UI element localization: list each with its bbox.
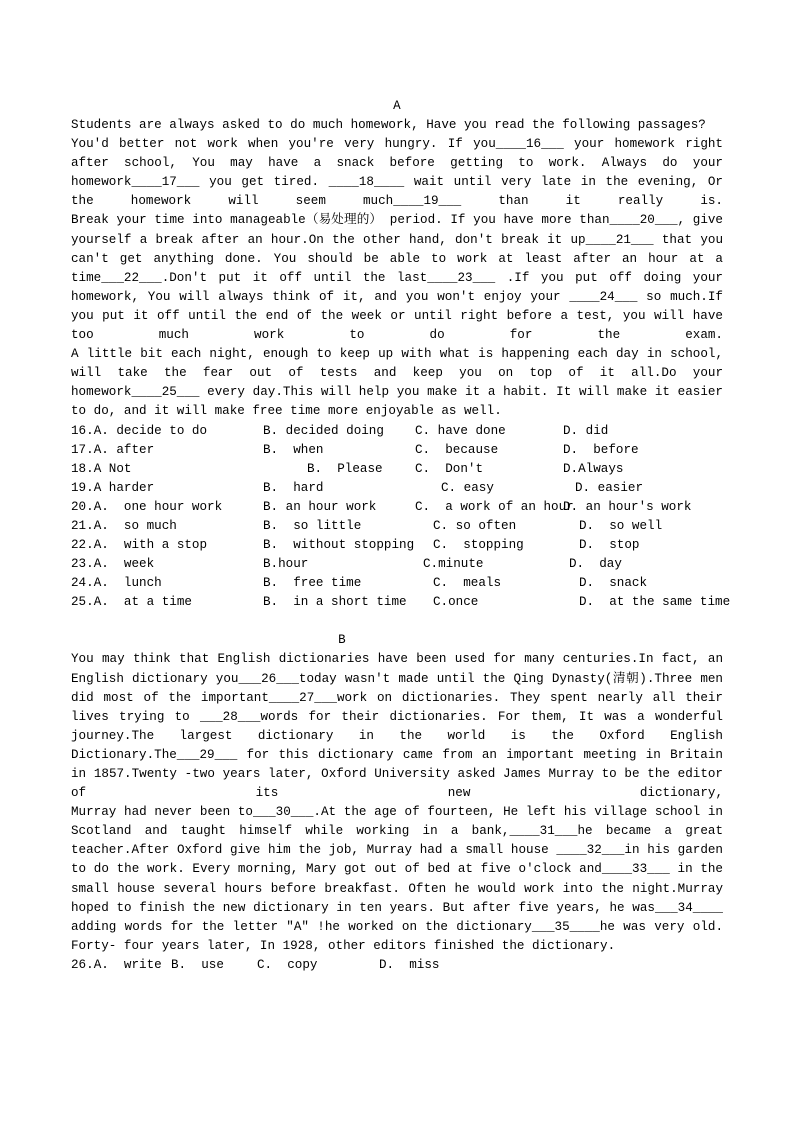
- question-26-number-and-option-a[interactable]: [71, 956, 171, 975]
- question-16-number-and-option-a[interactable]: [71, 422, 263, 441]
- question-23-option-d[interactable]: D. day: [569, 557, 622, 572]
- question-17-number-and-option-a[interactable]: [71, 441, 263, 460]
- question-22-option-c[interactable]: C. stopping: [433, 538, 524, 553]
- question-21-number-and-option-a[interactable]: [71, 517, 263, 536]
- question-20-number-and-option-a[interactable]: [71, 498, 263, 517]
- question-26-option-c[interactable]: C. copy: [257, 957, 318, 972]
- section-b-paragraphs: [71, 650, 723, 956]
- question-17-option-a[interactable]: A. after: [93, 442, 155, 457]
- question-24-option-c[interactable]: C. meals: [433, 576, 502, 591]
- question-25-number: 25.: [71, 595, 94, 610]
- question-18-option-b[interactable]: B. Please: [307, 461, 383, 476]
- question-row-18: [71, 460, 723, 479]
- question-19-option-b[interactable]: B. hard: [263, 480, 324, 495]
- question-23-option-c[interactable]: C.minute: [423, 557, 484, 572]
- question-21-option-d[interactable]: D. so well: [579, 518, 663, 533]
- question-25-option-a[interactable]: A. at a time: [93, 595, 192, 610]
- question-24-number-and-option-a[interactable]: [71, 574, 263, 593]
- question-23-option-a[interactable]: A. week: [93, 557, 155, 572]
- document-content: [71, 97, 731, 975]
- paragraph-b-3: Forty- four years later, In 1928, other editors finished the dictionary.: [71, 938, 616, 953]
- question-20-option-c[interactable]: C. a work of an hour: [415, 499, 574, 514]
- question-18-option-a[interactable]: A Not: [93, 461, 132, 476]
- question-row-25: [71, 593, 731, 612]
- question-19-option-a[interactable]: A harder: [93, 480, 155, 495]
- question-row-22: [71, 536, 723, 555]
- question-21-option-a[interactable]: A. so much: [93, 518, 177, 533]
- question-20-option-a[interactable]: A. one hour work: [93, 499, 223, 514]
- question-21-option-b[interactable]: B. so little: [263, 518, 362, 533]
- question-16-number: 16.: [71, 423, 94, 438]
- question-row-19: [71, 479, 723, 498]
- question-20-number: 20.: [71, 499, 94, 514]
- question-16-option-d[interactable]: D. did: [563, 423, 609, 438]
- question-21-number: 21.: [71, 518, 94, 533]
- question-16-option-c[interactable]: C. have done: [415, 423, 506, 438]
- question-row-21: [71, 517, 723, 536]
- question-26-number: 26.: [71, 957, 94, 972]
- question-22-option-b[interactable]: B. without stopping: [263, 538, 415, 553]
- question-row-26: [71, 956, 723, 975]
- question-22-number: 22.: [71, 538, 94, 553]
- question-19-option-c[interactable]: C. easy: [441, 480, 494, 495]
- question-20-option-b[interactable]: B. an hour work: [263, 499, 377, 514]
- question-17-option-c[interactable]: C. because: [415, 442, 499, 457]
- question-25-number-and-option-a[interactable]: [71, 593, 263, 612]
- question-17-option-d[interactable]: D. before: [563, 442, 639, 457]
- question-26-option-d[interactable]: D. miss: [379, 957, 440, 972]
- question-25-option-c[interactable]: C.once: [433, 595, 479, 610]
- question-19-option-d[interactable]: D. easier: [575, 480, 644, 495]
- question-16-option-a[interactable]: A. decide to do: [93, 423, 208, 438]
- question-17-option-b[interactable]: B. when: [263, 442, 324, 457]
- question-18-option-d[interactable]: D.Always: [563, 461, 624, 476]
- question-18-number: 18.: [71, 461, 94, 476]
- question-row-20: [71, 498, 723, 517]
- section-a-question-list: [71, 422, 731, 613]
- question-24-option-a[interactable]: A. lunch: [93, 576, 162, 591]
- question-25-option-d[interactable]: D. at the same time: [579, 595, 731, 610]
- section-a-paragraphs: [71, 116, 723, 422]
- question-19-number: 19.: [71, 480, 94, 495]
- question-22-option-d[interactable]: D. stop: [579, 538, 640, 553]
- question-24-option-d[interactable]: D. snack: [579, 576, 648, 591]
- question-20-option-d[interactable]: D. an hour's work: [563, 499, 692, 514]
- section-spacer: [71, 612, 723, 631]
- question-26-option-b[interactable]: B. use: [171, 957, 224, 972]
- question-23-option-b[interactable]: B.hour: [263, 557, 309, 572]
- question-26-option-a[interactable]: A. write: [93, 957, 162, 972]
- question-row-24: [71, 574, 723, 593]
- question-16-option-b[interactable]: B. decided doing: [263, 423, 384, 438]
- paragraph-a-3: Break your time into manageable（易处理的） period. If you have more than____20___, give yourself a break after an hour.On the other hand, don't break it up____21___ that you can't get anything done. You should be able to work at least after an hour at a time___22___.Don't put it off until the last____23___ .If you put off doing your homework, You will always think of it, and you won't enjoy your ____24___ so much.If you put it off until the end of the week or until right before a test, you will have too much work to do for the exam.: [71, 213, 723, 343]
- question-18-option-c[interactable]: C. Don't: [415, 461, 484, 476]
- section-b-letter: B: [338, 633, 346, 648]
- paragraph-a-4: A little bit each night, enough to keep up with what is happening each day in school, will take the fear out of tests and keep you on top of it all.Do your homework____25___ every day.This will help you make it a habit. It will make it easier to do, and it will make free time more enjoyable as well.: [71, 347, 723, 419]
- paragraph-a-2: You'd better not work when you're very hungry. If you____16___ your homework right after school, You may have a snack before getting to work. Always do your homework____17___ you get tired. ____18____ wait until very late in the evening, Or the homework will seem much____19___ than it really is.: [71, 137, 723, 209]
- question-25-option-b[interactable]: B. in a short time: [263, 595, 407, 610]
- question-row-16: [71, 422, 723, 441]
- question-22-number-and-option-a[interactable]: [71, 536, 263, 555]
- question-row-23: [71, 555, 723, 574]
- question-18-number-and-option-a[interactable]: [71, 460, 263, 479]
- question-22-option-a[interactable]: A. with a stop: [93, 538, 208, 553]
- paragraph-a-1: Students are always asked to do much homework, Have you read the following passages?: [71, 118, 706, 132]
- question-17-number: 17.: [71, 442, 94, 457]
- question-21-option-c[interactable]: C. so often: [433, 518, 517, 533]
- question-23-number: 23.: [71, 557, 94, 572]
- paragraph-b-1: You may think that English dictionaries have been used for many centuries.In fact, an English dictionary you___26___today wasn't made until the Qing Dynasty(清朝).Three men did most of the important____27___work on dictionaries. They spent nearly all their lives trying to ___28___words for their dictionaries. For them, It was a wonderful journey.The largest dictionary in the world is the Oxford English Dictionary.The___29___ for this dictionary came from an important meeting in Britain in 1857.Twenty -two years later, Oxford University asked James Murray to be the editor of its new dictionary,: [71, 652, 723, 801]
- question-24-number: 24.: [71, 576, 94, 591]
- section-a-letter: A: [393, 99, 401, 113]
- paragraph-b-2: Murray had never been to___30___.At the age of fourteen, He left his village school in Scotland and taught himself while working in a bank,____31___he became a great teacher.After Oxford give him the job, Murray had a small house ____32___in his garden to do the work. Every morning, Mary got out of bed at five o'clock and____33___ in the small house several hours before breakfast. Often he would work into the night.Murray hoped to finish the new dictionary in ten years. But after five years, he was___34____ adding words for the letter "A" !he worked on the dictionary___35____he was very old.: [71, 805, 723, 934]
- section-b-question-list: [71, 956, 723, 975]
- question-23-number-and-option-a[interactable]: [71, 555, 263, 574]
- question-row-17: [71, 441, 723, 460]
- question-24-option-b[interactable]: B. free time: [263, 576, 362, 591]
- question-19-number-and-option-a[interactable]: [71, 479, 263, 498]
